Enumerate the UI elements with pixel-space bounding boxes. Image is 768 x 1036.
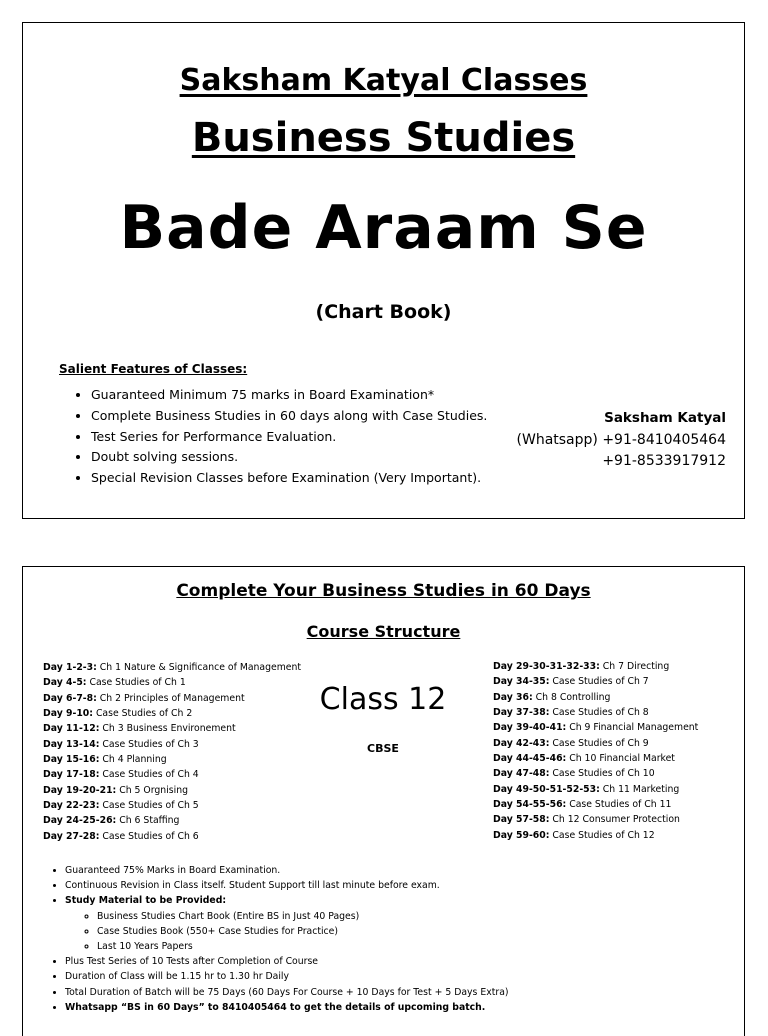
- schedule-row: Day 27-28: Case Studies of Ch 6: [43, 830, 199, 842]
- contact-phone-whatsapp: (Whatsapp) +91-8410405464: [516, 431, 726, 448]
- schedule-row: Day 6-7-8: Ch 2 Principles of Management: [43, 692, 245, 704]
- schedule-row: Day 9-10: Case Studies of Ch 2: [43, 708, 193, 720]
- schedule-row: Day 13-14: Case Studies of Ch 3: [43, 738, 199, 750]
- feature-item: • Test Series for Performance Evaluation.: [91, 427, 487, 448]
- course-point: • Continuous Revision in Class itself. Student Support till last minute before exam.: [65, 878, 509, 893]
- course-subheading: Course Structure: [306, 622, 461, 641]
- schedule-row: Day 4-5: Case Studies of Ch 1: [43, 677, 186, 689]
- study-material-list: [65, 909, 509, 955]
- schedule-row: Day 37-38: Case Studies of Ch 8: [493, 707, 649, 719]
- schedule-row: Day 39-40-41: Ch 9 Financial Management: [493, 722, 699, 734]
- schedule-row: Day 34-35: Case Studies of Ch 7: [493, 676, 649, 688]
- schedule-right: [493, 659, 698, 843]
- schedule-row: Day 44-45-46: Ch 10 Financial Market: [493, 753, 675, 765]
- headline: Bade Araam Se: [119, 193, 648, 263]
- feature-item: • Complete Business Studies in 60 days along with Case Studies.: [91, 406, 487, 427]
- course-panel: [22, 566, 745, 1036]
- book-type: (Chart Book): [315, 301, 452, 323]
- course-heading: Complete Your Business Studies in 60 Days: [176, 581, 591, 601]
- schedule-left: [43, 660, 301, 844]
- schedule-row: Day 36: Ch 8 Controlling: [493, 691, 611, 703]
- course-point: • Whatsapp “BS in 60 Days” to 8410405464 to get the details of upcoming batch.: [65, 1000, 509, 1015]
- cover-panel: [22, 22, 745, 519]
- feature-item: • Doubt solving sessions.: [91, 447, 487, 468]
- schedule-row: Day 15-16: Ch 4 Planning: [43, 754, 167, 766]
- feature-item: • Special Revision Classes before Examination (Very Important).: [91, 468, 487, 489]
- schedule-row: Day 54-55-56: Case Studies of Ch 11: [493, 799, 672, 811]
- board-label: CBSE: [367, 742, 399, 755]
- study-material-item: ◦ Last 10 Years Papers: [97, 939, 509, 954]
- study-material-heading: Study Material to be Provided:: [65, 895, 227, 907]
- schedule-row: Day 47-48: Case Studies of Ch 10: [493, 768, 655, 780]
- feature-item: • Guaranteed Minimum 75 marks in Board Examination*: [91, 385, 487, 406]
- contact-name: Saksham Katyal: [604, 410, 726, 426]
- study-material-item: ◦ Business Studies Chart Book (Entire BS in Just 40 Pages): [97, 909, 509, 924]
- schedule-row: Day 59-60: Case Studies of Ch 12: [493, 829, 655, 841]
- schedule-row: Day 57-58: Ch 12 Consumer Protection: [493, 814, 680, 826]
- subject-title: Business Studies: [191, 115, 576, 161]
- contact-block: [517, 408, 726, 473]
- schedule-row: Day 49-50-51-52-53: Ch 11 Marketing: [493, 783, 680, 795]
- study-material-item: ◦ Case Studies Book (550+ Case Studies for Practice): [97, 924, 509, 939]
- course-point: • Guaranteed 75% Marks in Board Examination.: [65, 863, 509, 878]
- schedule-row: Day 17-18: Case Studies of Ch 4: [43, 769, 199, 781]
- course-points: [49, 863, 509, 1015]
- course-point: [65, 893, 509, 954]
- features-heading: Salient Features of Classes:: [59, 362, 248, 376]
- schedule-row: Day 42-43: Case Studies of Ch 9: [493, 737, 649, 749]
- schedule-row: Day 24-25-26: Ch 6 Staffing: [43, 815, 180, 827]
- contact-phone-alt: +91-8533917912: [602, 453, 726, 469]
- schedule-row: Day 19-20-21: Ch 5 Orgnising: [43, 784, 188, 796]
- schedule-row: Day 22-23: Case Studies of Ch 5: [43, 800, 199, 812]
- class-label: Class 12: [319, 682, 447, 717]
- schedule-row: Day 11-12: Ch 3 Business Environement: [43, 723, 236, 735]
- course-point: • Total Duration of Batch will be 75 Days (60 Days For Course + 10 Days for Test + 5 Days Extra): [65, 985, 509, 1000]
- course-point: • Plus Test Series of 10 Tests after Completion of Course: [65, 954, 509, 969]
- schedule-row: Day 1-2-3: Ch 1 Nature & Significance of Management: [43, 662, 302, 673]
- schedule-row: Day 29-30-31-32-33: Ch 7 Directing: [493, 661, 670, 672]
- institute-title: Saksham Katyal Classes: [179, 63, 588, 98]
- course-point: • Duration of Class will be 1.15 hr to 1.30 hr Daily: [65, 969, 509, 984]
- features-list: [71, 385, 487, 489]
